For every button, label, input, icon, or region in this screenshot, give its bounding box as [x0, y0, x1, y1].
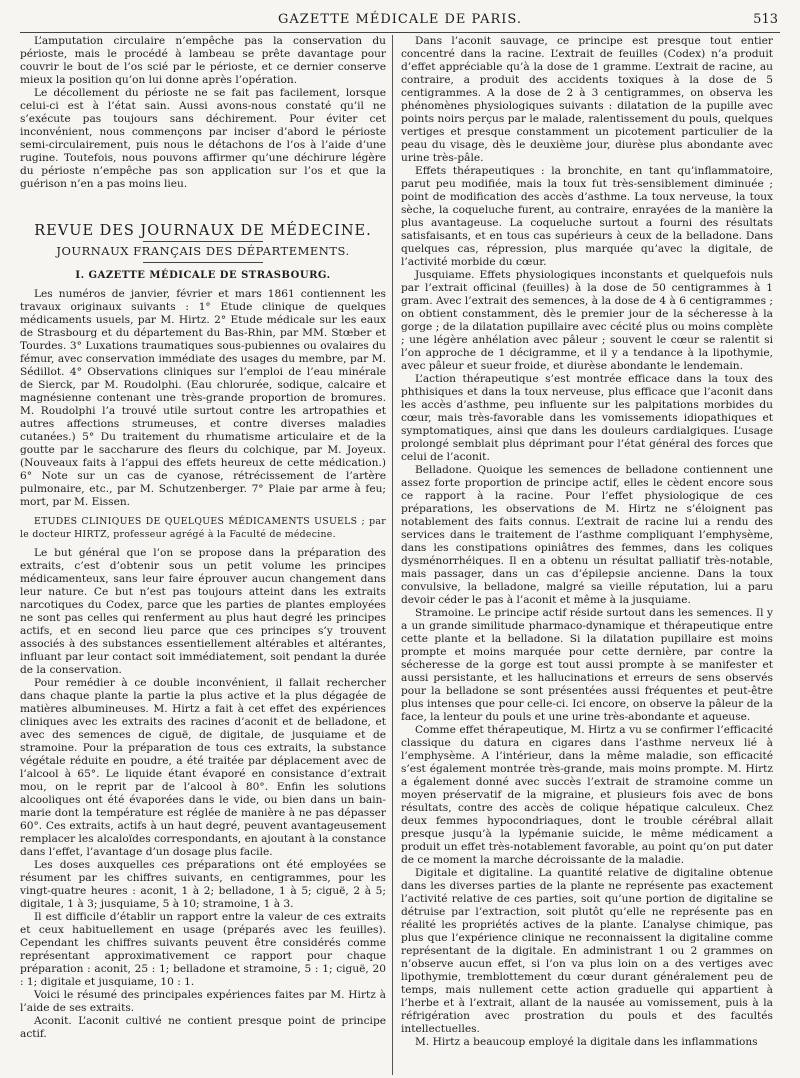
paragraph: Belladone. Quoique les semences de belladone contiennent une assez forte proportion de principe actif, elles le cèdent encore sous ce rapport à la racine. Pour l’effet physiologique de ces préparations, les observations de M. Hirtz ne s’éloignent pas notablement des faits connus. L’extrait de racine lui a rendu des services dans le traitement de l’asthme compliquant l’emphysème, dans les constipations opiniâtres des femmes, dans les coliques dysménorrhéiques. Il en a obtenu un résultat palliatif très-notable, mais passager, dans un cas d’épilepsie ancienne. Dans la toux convulsive, la belladone, malgré sa vieille réputation, lui a paru devoir céder le pas à l’aconit et même à la jusquiame. — [401, 464, 773, 606]
paragraph: Il est difficile d’établir un rapport entre la valeur de ces extraits et ceux habituellement en usage (préparés avec les feuilles). Cependant les chiffres suivants peuvent être considérés comme représentant approximativement ce rapport pour chaque préparation : aconit, 25 : 1; belladone et stramoine, 5 : 1; ciguë, 20 : 1; digitale et jusquiame, 10 : 1. — [20, 911, 386, 988]
section-gap — [20, 191, 386, 219]
paragraph: L’action thérapeutique s’est montrée efficace dans la toux des phthisiques et dans la toux nerveuse, plus efficace que l’aconit dans les accès d’asthme, peu influente sur les palpitations morbides du cœur, mais très-favorable dans les vomissements idiopathiques et symptomatiques, ainsi que dans les douleurs cardialgiques. L’usage prolongé semblait plus déprimant pour l’état général des forces que celui de l’aconit. — [401, 373, 773, 463]
paragraph: Voici le résumé des principales expériences faites par M. Hirtz à l’aide de ses extraits. — [20, 989, 386, 1014]
running-head: GAZETTE MÉDICALE DE PARIS. — [278, 12, 522, 27]
paragraph: Le but général que l’on se propose dans la préparation des extraits, c’est d’obtenir sous un petit volume les principes médicamenteux, sans leur faire éprouver aucun changement dans leur nature. Ce but n’est pas toujours atteint dans les extraits narcotiques du Codex, parce que les parties de plantes employées ne sont pas celles qui renferment au plus haut degré les principes actifs, et en second lieu parce que ces principes s’y trouvent associés à des substances essentiellement altérables et altérantes, influant par leur contact soit immédiatement, soit pendant la durée de la conservation. — [20, 547, 386, 676]
page-header — [20, 10, 780, 33]
left-column — [20, 35, 393, 1075]
divider — [143, 262, 263, 263]
page-number: 513 — [753, 12, 778, 27]
paragraph: Le décollement du périoste ne se fait pas facilement, lorsque celui-ci est à l’état sain. Aussi avons-nous constaté qu’il ne s’exécute pas toujours sans déchirement. Pour éviter cet inconvénient, nous commençons par inciser d’abord le périoste semi-circulairement, puis nous le détachons de l’os à l’aide d’une rugine. Toutefois, nous pouvons affirmer qu’une déchirure légère du périoste n’empêche pas son application sur l’os et que la guérison n’en a pas moins lieu. — [20, 87, 386, 190]
paragraph: Aconit. L’aconit cultivé ne contient presque point de principe actif. — [20, 1015, 386, 1040]
study-heading: ETUDES CLINIQUES DE QUELQUES MÉDICAMENTS USUELS ; par le docteur HIRTZ, professeur agrégé à la Faculté de médecine. — [20, 516, 386, 540]
paragraph: Stramoine. Le principe actif réside surtout dans les semences. Il y a un grande similitude pharmaco-dynamique et thérapeutique entre cette plante et la belladone. Si la dilatation pupillaire est moins prompte et moins marquée pour cette dernière, par contre la sécheresse de la gorge est tout aussi prompte à se manifester et aussi persistante, et les hallucinations et erreurs de sens observés pour la belladone se sont présentées aussi fréquentes et peut-être plus intenses que pour celle-ci. Ici encore, on observe la pâleur de la face, la lenteur du pouls et une urine très-abondante et aqueuse. — [401, 607, 773, 723]
paragraph: L’amputation circulaire n’empêche pas la conservation du périoste, mais le procédé à lambeau se prête davantage pour couvrir le bout de l’os scié par le périoste, et ce dernier conserve mieux la position qu’on lui donne après l’opération. — [20, 35, 386, 86]
divider — [143, 241, 263, 242]
paragraph: Les doses auxquelles ces préparations ont été employées se résument par les chiffres suivants, en centigrammes, pour les vingt-quatre heures : aconit, 1 à 2; belladone, 1 à 5; ciguë, 2 à 5; digitale, 1 à 3; jusquiame, 5 à 10; stramoine, 1 à 3. — [20, 859, 386, 910]
paragraph: Dans l’aconit sauvage, ce principe est presque tout entier concentré dans la racine. L’extrait de feuilles (Codex) n’a produit d’effet appréciable qu’à la dose de 1 gramme. L’extrait de racine, au contraire, a produit des accidents toxiques à la dose de 5 centigrammes. A la dose de 2 à 3 centigrammes, on observa les phénomènes physiologiques suivants : dilatation de la pupille avec points noirs perçus par le malade, ralentissement du pouls, quelques vertiges et presque constamment un picotement particulier de la peau du visage, dès le deuxième jour, diurèse plus abondante avec urine très-pâle. — [401, 35, 773, 164]
columns — [20, 35, 780, 1075]
intro-paragraph: Les numéros de janvier, février et mars 1861 contiennent les travaux originaux suivants : 1° Etude clinique de quelques médicaments usuels, par M. Hirtz. 2° Etude médicale sur les eaux de Strasbourg et du département du Bas-Rhin, par MM. Stœber et Tourdes. 3° Luxations traumatiques sous-pubiennes ou ovalaires du fémur, avec conservation immédiate des usages du membre, par M. Sédillot. 4° Observations cliniques sur l’emploi de l’eau minérale de Sierck, par M. Roudolphi. (Eau chlorurée, sodique, calcaire et magnésienne contenant une très-grande proportion de bromures. M. Roudolphi l’a trouvé utile surtout contre les artropathies et autres affections strumeuses, et contre diverses maladies cutanées.) 5° Du traitement du rhumatisme articulaire et de la goutte par le saccharure des fleurs du colchique, par M. Joyeux. (Nouveaux faits à l’appui des effets heureux de cette médication.) 6° Note sur un cas de cyanose, rétrécissement de l’artère pulmonaire, etc., par M. Schutzenberger. 7° Plaie par arme à feu; mort, par M. Eissen. — [20, 288, 386, 508]
section-title: I. GAZETTE MÉDICALE DE STRASBOURG. — [75, 270, 331, 281]
review-title: REVUE DES JOURNAUX DE MÉDECINE. — [34, 223, 372, 239]
paragraph: Jusquiame. Effets physiologiques inconstants et quelquefois nuls par l’extrait officinal (feuilles) à la dose de 50 centigrammes à 1 gram. Avec l’extrait des semences, à la dose de 4 à 6 centigrammes ; on obtient constamment, dès le premier jour de la sécheresse à la gorge ; de la dilatation pupillaire avec cécité plus ou moins complète ; une légère anhélation avec pâleur ; souvent le cœur se ralentit si l’on approche de 1 décigramme, et il y a tendance à la lipothymie, avec pâleur et sueur froide, et diurèse abondante le lendemain. — [401, 269, 773, 372]
paragraph: Pour remédier à ce double inconvénient, il fallait rechercher dans chaque plante la partie la plus active et la plus dégagée de matières albumineuses. M. Hirtz a fait à cet effet des expériences cliniques avec les extraits des racines d’aconit et de belladone, et avec des semences de ciguë, de digitale, de jusquiame et de stramoine. Pour la préparation de tous ces extraits, la substance végétale réduite en poudre, a été traitée par déplacement avec de l’alcool à 65°. Le liquide étant évaporé en consistance d’extrait mou, on le reprit par de l’alcool à 80°. Enfin les solutions alcooliques ont été évaporées dans le vide, ou bien dans un bain-marie dont la température est réglée de manière à ne pas dépasser 60°. Ces extraits, actifs à un haut degré, peuvent avantageusement remplacer les alcaloïdes correspondants, en ajoutant à la constance dans l’effet, l’avantage d’un dosage plus facile. — [20, 677, 386, 858]
paragraph: Effets thérapeutiques : la bronchite, en tant qu’inflammatoire, parut peu modifiée, mais la toux fut très-sensiblement diminuée ; point de modification des accès d’asthme. La toux nerveuse, la toux sèche, la coqueluche furent, au contraire, enrayées de la manière la plus avantageuse. La coqueluche surtout a fourni des résultats satisfaisants, et en tous cas supérieurs à ceux de la belladone. Dans quelques cas, répression, plus marquée qu’avec la digitale, de l’activité morbide du cœur. — [401, 165, 773, 268]
review-subtitle: JOURNAUX FRANÇAIS DES DÉPARTEMENTS. — [56, 244, 350, 258]
right-column — [401, 35, 773, 1075]
paragraph: M. Hirtz a beaucoup employé la digitale dans les inflammations — [415, 1036, 758, 1048]
paragraph: Comme effet thérapeutique, M. Hirtz a vu se confirmer l’efficacité classique du datura en cigares dans l’asthme nerveux lié à l’emphysème. A l’intérieur, dans la même maladie, son efficacité s’est également montrée très-grande, mais moins prompte. M. Hirtz a également donné avec succès l’extrait de stramoine comme un moyen préservatif de la migraine, et plusieurs fois avec de bons résultats, contre des accès de colique hépatique calculeux. Chez deux femmes hypocondriaques, dont le trouble cérébral allait presque jusqu’à la lypémanie suicide, le même médicament a produit un effet très-notablement favorable, au point qu’on put dater de ce moment la marche décroissante de la maladie. — [401, 724, 773, 866]
paragraph: Digitale et digitaline. La quantité relative de digitaline obtenue dans les diverses parties de la plante ne représente pas exactement l’activité relative de ces parties, soit qu’une portion de digitaline se détruise par l’extraction, soit plutôt qu’elle ne représente pas en réalité les propriétés actives de la plante. L’analyse chimique, pas plus que l’expérience clinique ne reconnaissent la digitaline comme représentant de la digitale. En administrant 1 ou 2 grammes on n’observe aucun effet, si l’on va plus loin on a des vertiges avec lipothymie, tremblottement du cœur durant généralement peu de temps, mais nullement cette action graduelle qui appartient à l’herbe et à l’extrait, allant de la nausée au vomissement, puis à la réfrigération avec prostration du pouls et des facultés intellectuelles. — [401, 867, 773, 1035]
